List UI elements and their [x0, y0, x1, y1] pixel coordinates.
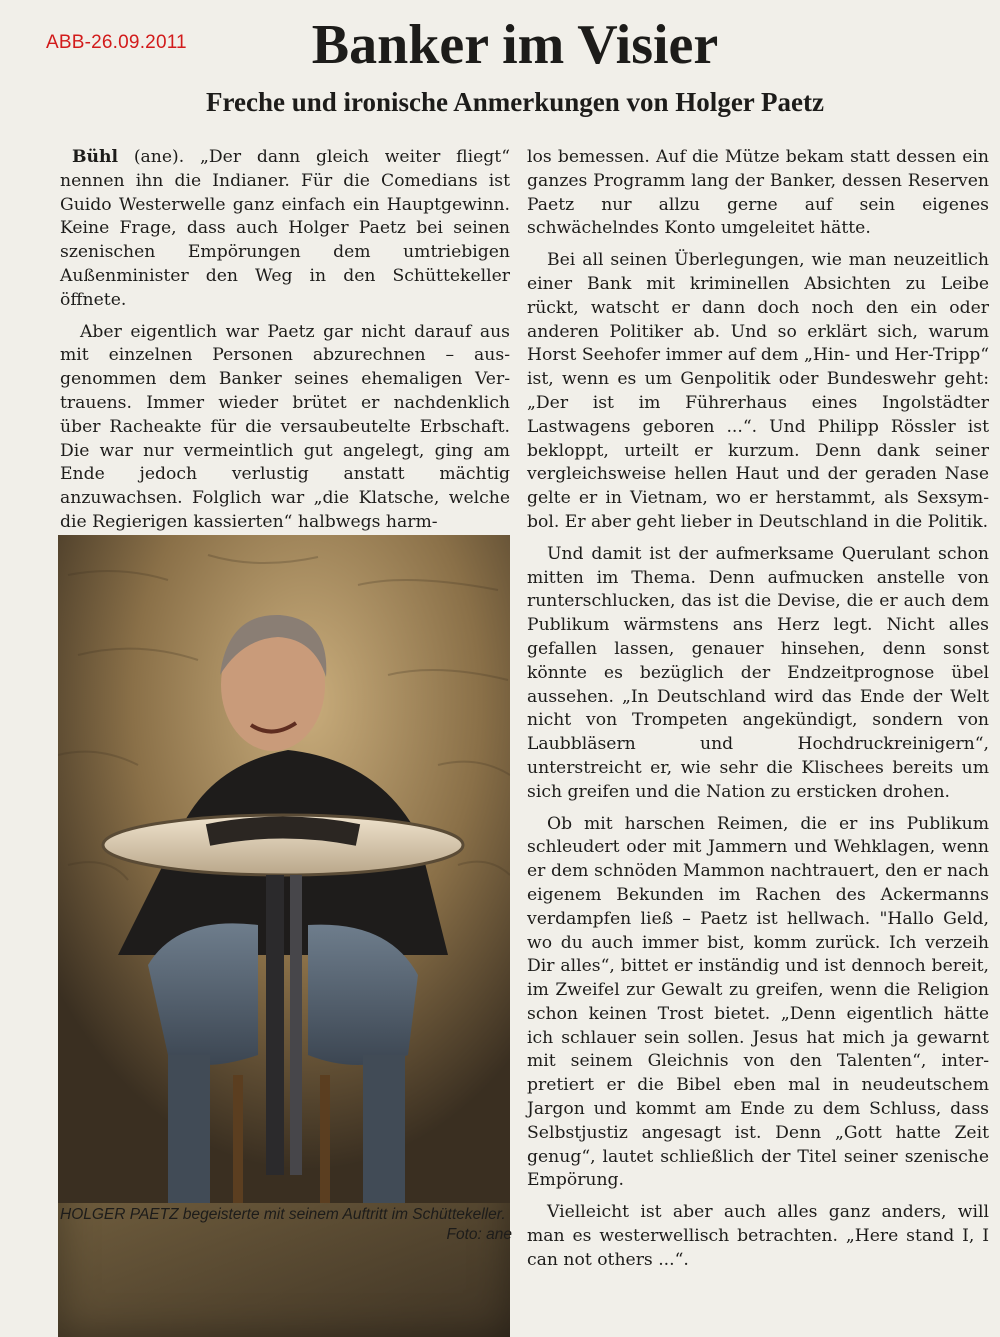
table-leg — [290, 875, 302, 1175]
article-column-left — [60, 146, 510, 543]
dateline: Bühl — [72, 147, 119, 167]
crossed-arms — [208, 828, 358, 836]
headline: Banker im Visier — [311, 14, 719, 76]
article-column-right — [527, 146, 989, 1281]
paragraph-2: Aber eigentlich war Paetz gar nicht darauf aus mit einzelnen Personen abzurechnen – ausgenommen dem Banker seines ehemaligen Vertrauens. Immer wieder brütet er nachdenklich über Racheakte für die versaubeutelte Erbschaft. Die war nur vermeintlich gut angelegt, ging am Ende jedoch verlustig anstatt mächtig anzuwachsen. Folglich war „die Klatsche, welche die Regierigen kassierten“ halbwegs harm- — [60, 321, 510, 532]
paragraph-7: Vielleicht ist aber auch alles ganz anders, will man es westerwellisch betrachten. „Here stand I, I can not others ...“. — [527, 1202, 989, 1270]
paragraph-1-text: (ane). „Der dann gleich weiter fliegt“ nennen ihn die Indianer. Für die Comedians ist Guido Westerwelle ganz einfach ein Hauptgewinn. Keine Frage, dass auch Holger Paetz bei seinen szenischen Empörungen dem umtriebigen Außenminister den Weg in den Schüttekeller öffnete. — [60, 147, 510, 310]
paragraph-5: Und damit ist der aufmerksame Querulant schon mitten im Thema. Denn aufmucken anstelle von runterschlucken, das ist die Devise, die er auch dem Publikum wärmstens ans Herz legt. Nicht alles gefallen lassen, genauer hinsehen, denn sonst könnte es bezüglich der Endzeitprognose übel aussehen. „In Deutschland wird das Ende der Welt nicht von Trompeten angekündigt, sondern von Laubbläsern und Hochdruckreinigern“, unterstreicht er, wie sehr die Klischees bereits um sich greifen und die Nation zu ersticken drohen. — [527, 543, 989, 802]
paragraph-3: los bemessen. Auf die Mütze bekam statt dessen ein ganzes Programm lang der Banker, dessen Reserven Paetz nur allzu gerne auf sein eigenes schwächelndes Konto umgeleitet hätte. — [527, 147, 989, 239]
table-leg — [266, 875, 284, 1175]
photo-credit: Foto: ane — [446, 1226, 512, 1243]
left-shin — [168, 1055, 210, 1203]
caption-name: HOLGER PAETZ — [60, 1206, 179, 1223]
right-shin — [363, 1055, 405, 1203]
stool-leg — [233, 1075, 243, 1203]
stool-leg — [320, 1075, 330, 1203]
archive-date-stamp: ABB-26.09.2011 — [46, 32, 187, 53]
paragraph-6: Ob mit harschen Reimen, die er ins Publikum schleudert oder mit Jammern und Wehklagen, wenn er dem schnöden Mammon nachtrauert, den er nach eigenem Bekunden im Rachen des Ackermanns verdampfen ließ – Paetz ist hellwach. "Hallo Geld, wo du auch immer bist, komm zurück. Ich verzeih Dir alles“, bittet er inständig und ist dennoch bereit, im Zweifel zur Gewalt zu greifen, wenn die Religion schon keinen Trost bietet. „Denn eigentlich hätte ich schlauer sein sollen. Jesus hat mich ja gewarnt mit seinem Gleichnis von den Talenten“, interpretiert er die Bibel eben mal in neudeutschem Jargon und kommt am Ende zu dem Schluss, dass Selbstjustiz angesagt ist. Denn „Gott hatte Zeit genug“, lautet schließlich der Titel seiner szenische Empörung. — [527, 813, 989, 1191]
photo-caption — [60, 1205, 512, 1245]
photo-illustration — [58, 535, 510, 1203]
subheadline: Freche und ironische Anmerkungen von Holger Paetz — [206, 87, 824, 117]
paragraph-4: Bei all seinen Überlegungen, wie man neuzeitlich einer Bank mit kriminellen Absichten zu Leibe rückt, watscht er dann doch noch den ein oder anderen Politiker ab. Und so erklärt sich, warum Horst Seehofer immer auf dem „Hin- und Her-Tripp“ ist, wenn es um Genpolitik oder Bundeswehr geht: „Der ist im Führerhaus eines Ingolstädter Lastwagens geboren ...“. Und Philipp Rössler ist bekloppt, urteilt er kurzum. Denn dank seiner vergleichsweise hellen Haut und der geraden Nase gelte er in Vietnam, wo er herstammt, als Sexsymbol. Er aber geht lieber in Deutschland in die Politik. — [527, 250, 989, 532]
paragraph-1 — [60, 146, 510, 313]
caption-text: begeisterte mit seinem Auftritt im Schüttekeller. — [178, 1206, 506, 1223]
